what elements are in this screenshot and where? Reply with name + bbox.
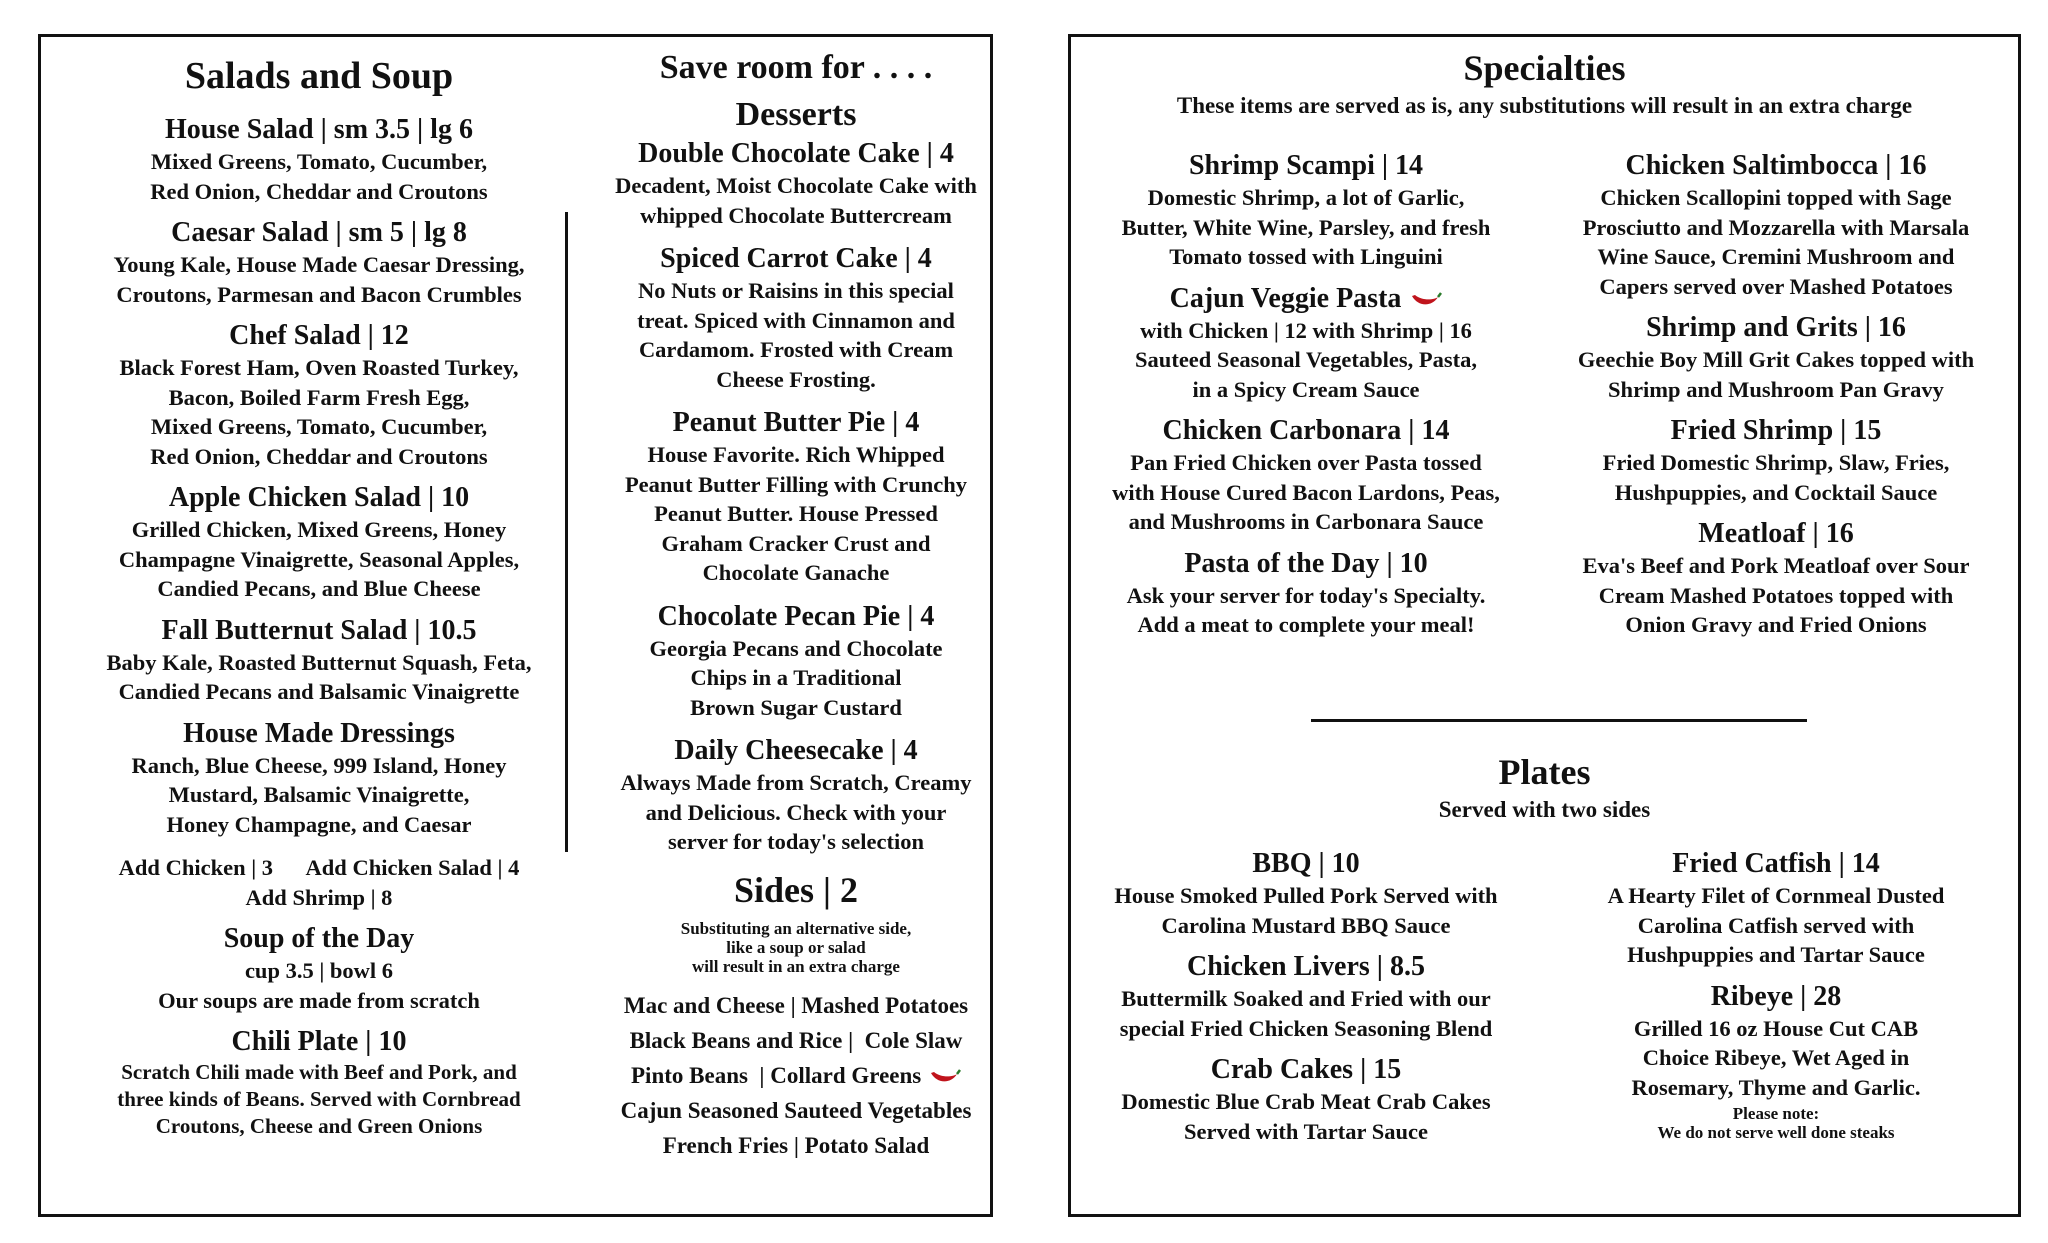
item-description: House Smoked Pulled Pork Served with Carolina Mustard BBQ Sauce	[1114, 883, 1498, 938]
item-description: Baby Kale, Roasted Butternut Squash, Feta, Candied Pecans and Balsamic Vinaigrette	[106, 649, 532, 704]
left-menu-panel	[38, 34, 993, 1217]
menu-item	[1081, 547, 1531, 640]
desserts-section-title: Desserts	[735, 96, 857, 133]
item-description: Mixed Greens, Tomato, Cucumber, Red Onion, Cheddar and Croutons	[150, 149, 488, 204]
item-title: Fried Shrimp | 15	[1670, 415, 1882, 446]
menu-item	[1081, 1053, 1531, 1146]
item-title: Chili Plate | 10	[231, 1026, 407, 1057]
item-title: Shrimp Scampi | 14	[1188, 150, 1424, 181]
item-description: House Favorite. Rich Whipped Peanut Butter Filling with Crunchy Peanut Butter. House Pressed Graham Cracker Crust and Chocolate Ganache	[624, 442, 968, 585]
menu-item	[49, 113, 589, 206]
item-description: with Chicken | 12 with Shrimp | 16 Sauteed Seasonal Vegetables, Pasta, in a Spicy Cream Sauce	[1135, 317, 1477, 402]
item-description: A Hearty Filet of Cornmeal Dusted Carolina Catfish served with Hushpuppies and Tartar Sauce	[1607, 883, 1945, 967]
menu-item	[49, 319, 589, 471]
item-title-with-icon	[1081, 282, 1531, 316]
item-title: Chicken Livers | 8.5	[1187, 951, 1425, 982]
item-title: BBQ | 10	[1252, 848, 1360, 879]
item-title: Meatloaf | 16	[1698, 518, 1854, 549]
specialties-header	[1071, 45, 2018, 121]
item-description: No Nuts or Raisins in this special treat. Spiced with Cinnamon and Cardamom. Frosted with Cream Cheese Frosting.	[637, 278, 955, 392]
side-line-with-icon	[561, 1058, 1031, 1093]
menu-item	[49, 614, 589, 707]
item-description: Always Made from Scratch, Creamy and Delicious. Check with your server for today's selection	[620, 770, 972, 854]
side-line: Cajun Seasoned Sauteed Vegetables	[620, 1097, 972, 1123]
side-line: French Fries | Potato Salad	[662, 1132, 930, 1158]
item-description: Domestic Blue Crab Meat Crab Cakes Served with Tartar Sauce	[1121, 1089, 1491, 1144]
menu-item	[561, 406, 1031, 588]
addons-line: Add Shrimp | 8	[245, 884, 393, 910]
right-menu-panel	[1068, 34, 2021, 1217]
soup-of-the-day	[49, 922, 589, 1015]
menu-item	[1081, 950, 1531, 1043]
item-description: Geechie Boy Mill Grit Cakes topped with Shrimp and Mushroom Pan Gravy	[1577, 347, 1975, 402]
item-description: Scratch Chili made with Beef and Pork, and three kinds of Beans. Served with Cornbread Croutons, Cheese and Green Onions	[117, 1060, 521, 1138]
section-divider	[1311, 719, 1807, 722]
salads-section-title: Salads and Soup	[184, 55, 454, 97]
item-description: Georgia Pecans and Chocolate Chips in a Traditional Brown Sugar Custard	[649, 635, 943, 720]
item-title: Apple Chicken Salad | 10	[168, 482, 470, 513]
plates-right-column	[1541, 847, 2011, 1142]
menu-item	[561, 242, 1031, 394]
menu-item	[1081, 414, 1531, 537]
item-title: House Made Dressings	[183, 717, 455, 749]
item-description: Grilled Chicken, Mixed Greens, Honey Champagne Vinaigrette, Seasonal Apples, Candied Pecans, and Blue Cheese	[118, 517, 520, 601]
side-line-text: Pinto Beans | Collard Greens	[631, 1062, 922, 1088]
steak-note: Please note: We do not serve well done steaks	[1657, 1104, 1895, 1142]
chili-pepper-icon	[1408, 291, 1442, 309]
menu-item	[561, 600, 1031, 723]
item-title: Soup of the Day	[223, 923, 415, 954]
menu-item	[1541, 311, 2011, 404]
soup-note: Our soups are made from scratch	[158, 987, 480, 1013]
item-title: Daily Cheesecake | 4	[674, 735, 918, 766]
menu-item	[1081, 282, 1531, 405]
item-description: Domestic Shrimp, a lot of Garlic, Butter, White Wine, Parsley, and fresh Tomato tossed with Linguini	[1121, 185, 1491, 269]
item-title: Crab Cakes | 15	[1210, 1054, 1402, 1085]
item-description: Pan Fried Chicken over Pasta tossed with House Cured Bacon Lardons, Peas, and Mushrooms in Carbonara Sauce	[1112, 450, 1500, 534]
chili-pepper-icon	[927, 1068, 961, 1086]
menu-item	[49, 481, 589, 604]
menu-item	[1081, 149, 1531, 272]
item-description: Ranch, Blue Cheese, 999 Island, Honey Mustard, Balsamic Vinaigrette, Honey Champagne, and Caesar	[131, 752, 507, 837]
item-description: Chicken Scallopini topped with Sage Prosciutto and Mozzarella with Marsala Wine Sauce, Cremini Mushroom and Capers served over Mashed Potatoes	[1582, 185, 1970, 299]
item-title: Chef Salad | 12	[229, 320, 409, 351]
menu-item	[1081, 847, 1531, 940]
item-description: Fried Domestic Shrimp, Slaw, Fries, Hushpuppies, and Cocktail Sauce	[1602, 450, 1950, 505]
item-description: Black Forest Ham, Oven Roasted Turkey, Bacon, Boiled Farm Fresh Egg, Mixed Greens, Tomato, Cucumber, Red Onion, Cheddar and Croutons	[119, 355, 519, 469]
menu-item	[1541, 414, 2011, 507]
item-title: Chicken Saltimbocca | 16	[1625, 150, 1927, 181]
sides-list	[561, 988, 1031, 1163]
item-title: Chocolate Pecan Pie | 4	[657, 600, 935, 632]
item-title: Ribeye | 28	[1710, 980, 1842, 1012]
menu-item	[1541, 980, 2011, 1143]
menu-item	[49, 216, 589, 309]
specialties-left-column	[1081, 149, 1531, 640]
item-title-text: Cajun Veggie Pasta	[1169, 282, 1402, 314]
item-title: Double Chocolate Cake | 4	[638, 138, 954, 169]
item-description: Ask your server for today's Specialty. Add a meat to complete your meal!	[1126, 582, 1486, 637]
menu-item	[1541, 149, 2011, 301]
plates-left-column	[1081, 847, 1531, 1146]
menu-item	[49, 717, 589, 840]
item-description: Decadent, Moist Chocolate Cake with whipped Chocolate Buttercream	[615, 173, 977, 228]
specialties-section-title: Specialties	[1463, 48, 1626, 88]
salads-and-soup-column	[49, 37, 589, 1140]
save-room-heading: Save room for . . . .	[659, 49, 933, 86]
desserts-column	[561, 37, 1031, 1163]
item-title: Chicken Carbonara | 14	[1162, 415, 1450, 446]
item-title: Fried Catfish | 14	[1672, 848, 1880, 879]
menu-item	[561, 137, 1031, 230]
item-title: Shrimp and Grits | 16	[1646, 312, 1906, 343]
menu-item	[1541, 517, 2011, 640]
item-title: Pasta of the Day | 10	[1184, 547, 1428, 579]
item-description: Buttermilk Soaked and Fried with our special Fried Chicken Seasoning Blend	[1119, 986, 1493, 1041]
chili-plate	[49, 1025, 589, 1140]
sides-section-title: Sides | 2	[734, 869, 858, 910]
item-title: Caesar Salad | sm 5 | lg 8	[171, 217, 467, 248]
addons-line: Add Chicken | 3 Add Chicken Salad | 4	[118, 855, 520, 880]
soup-price: cup 3.5 | bowl 6	[244, 958, 394, 983]
side-line: Black Beans and Rice | Cole Slaw	[629, 1027, 963, 1053]
specialties-subtitle: These items are served as is, any substitutions will result in an extra charge	[1176, 93, 1913, 118]
menu-item	[561, 734, 1031, 857]
plates-section-title: Plates	[1498, 752, 1591, 792]
item-title: Peanut Butter Pie | 4	[672, 407, 920, 438]
menu-item	[1541, 847, 2011, 970]
item-description: Eva's Beef and Pork Meatloaf over Sour Cream Mashed Potatoes topped with Onion Gravy and Fried Onions	[1582, 553, 1970, 637]
plates-subtitle: Served with two sides	[1438, 797, 1651, 822]
item-title: House Salad | sm 3.5 | lg 6	[165, 114, 473, 145]
plates-header	[1071, 749, 2018, 825]
item-title: Fall Butternut Salad | 10.5	[161, 614, 477, 646]
side-line: Mac and Cheese | Mashed Potatoes	[623, 992, 969, 1018]
specialties-right-column	[1541, 149, 2011, 640]
item-title: Spiced Carrot Cake | 4	[660, 243, 932, 274]
item-description: Young Kale, House Made Caesar Dressing, Croutons, Parmesan and Bacon Crumbles	[113, 252, 525, 307]
sides-substitution-note: Substituting an alternative side, like a soup or salad will result in an extra charge	[680, 918, 912, 976]
item-description: Grilled 16 oz House Cut CAB Choice Ribeye, Wet Aged in Rosemary, Thyme and Garlic.	[1631, 1015, 1921, 1100]
